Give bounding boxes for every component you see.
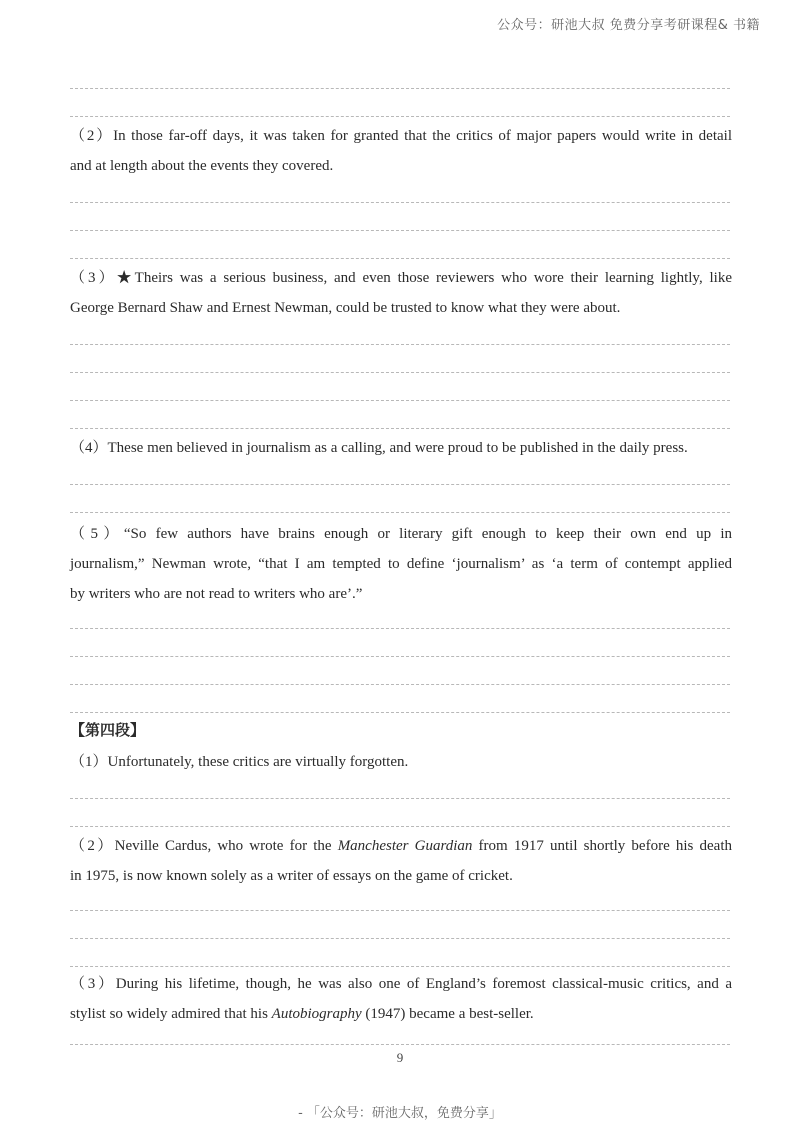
answer-line xyxy=(70,258,730,259)
s4-s3-post: (1947) became a best-seller. xyxy=(361,1006,534,1022)
sentence-2-line-2: and at length about the events they covered. xyxy=(70,158,334,174)
header-watermark: 公众号：研池大叔 免费分享考研课程& 书籍 xyxy=(497,18,760,33)
s4-s3-italic: Autobiography xyxy=(271,1006,362,1022)
answer-line xyxy=(70,512,730,513)
sentence-2-line-1: （2）In those far-off days, it was taken for granted that the critics of major papers would write in detail xyxy=(70,128,732,144)
sentence-5-line-3: by writers who are not read to writers who are’.” xyxy=(70,586,363,602)
s4-sentence-2-line-1 xyxy=(70,832,732,861)
answer-line xyxy=(70,628,730,629)
answer-line xyxy=(70,1044,730,1045)
answer-line xyxy=(70,230,730,231)
s4-sentence-3-line-2 xyxy=(70,1000,732,1029)
page-number: 9 xyxy=(396,1050,404,1065)
answer-line xyxy=(70,910,730,911)
answer-line xyxy=(70,88,730,89)
s4-s2-post: from 1917 until shortly before his death xyxy=(472,838,733,854)
s4-sentence-2-line-2: in 1975, is now known solely as a writer of essays on the game of cricket. xyxy=(70,868,513,884)
sentence-5-line-2: journalism,” Newman wrote, “that I am tempted to define ‘journalism’ as ‘a term of contempt applied xyxy=(70,556,732,572)
s4-s2-italic: Manchester Guardian xyxy=(337,838,473,854)
answer-line xyxy=(70,966,730,967)
answer-line xyxy=(70,116,730,117)
section-4-title: 【第四段】 xyxy=(70,721,146,739)
answer-line xyxy=(70,202,730,203)
s4-s2-pre: （2）Neville Cardus, who wrote for the xyxy=(70,838,338,854)
answer-line xyxy=(70,344,730,345)
answer-line xyxy=(70,684,730,685)
answer-line xyxy=(70,372,730,373)
sentence-5-line-1: （5）“So few authors have brains enough or literary gift enough to keep their own end up in xyxy=(70,526,732,542)
answer-line xyxy=(70,484,730,485)
footer-watermark: - 「公众号：研池大叔，免费分享」 xyxy=(298,1106,502,1121)
s4-sentence-3-line-1: （3）During his lifetime, though, he was also one of England’s foremost classical-music critics, and a xyxy=(70,976,732,992)
answer-line xyxy=(70,938,730,939)
sentence-4: （4）These men believed in journalism as a calling, and were proud to be published in the daily press. xyxy=(70,440,688,456)
answer-line xyxy=(70,712,730,713)
answer-line xyxy=(70,400,730,401)
sentence-3-line-1: （3）★Theirs was a serious business, and even those reviewers who wore their learning lightly, like xyxy=(70,270,732,286)
answer-line xyxy=(70,428,730,429)
s4-sentence-1: （1）Unfortunately, these critics are virtually forgotten. xyxy=(70,754,409,770)
sentence-3-line-2: George Bernard Shaw and Ernest Newman, could be trusted to know what they were about. xyxy=(70,300,621,316)
answer-line xyxy=(70,656,730,657)
answer-line xyxy=(70,798,730,799)
answer-line xyxy=(70,826,730,827)
s4-s3-pre: stylist so widely admired that his xyxy=(70,1006,272,1022)
